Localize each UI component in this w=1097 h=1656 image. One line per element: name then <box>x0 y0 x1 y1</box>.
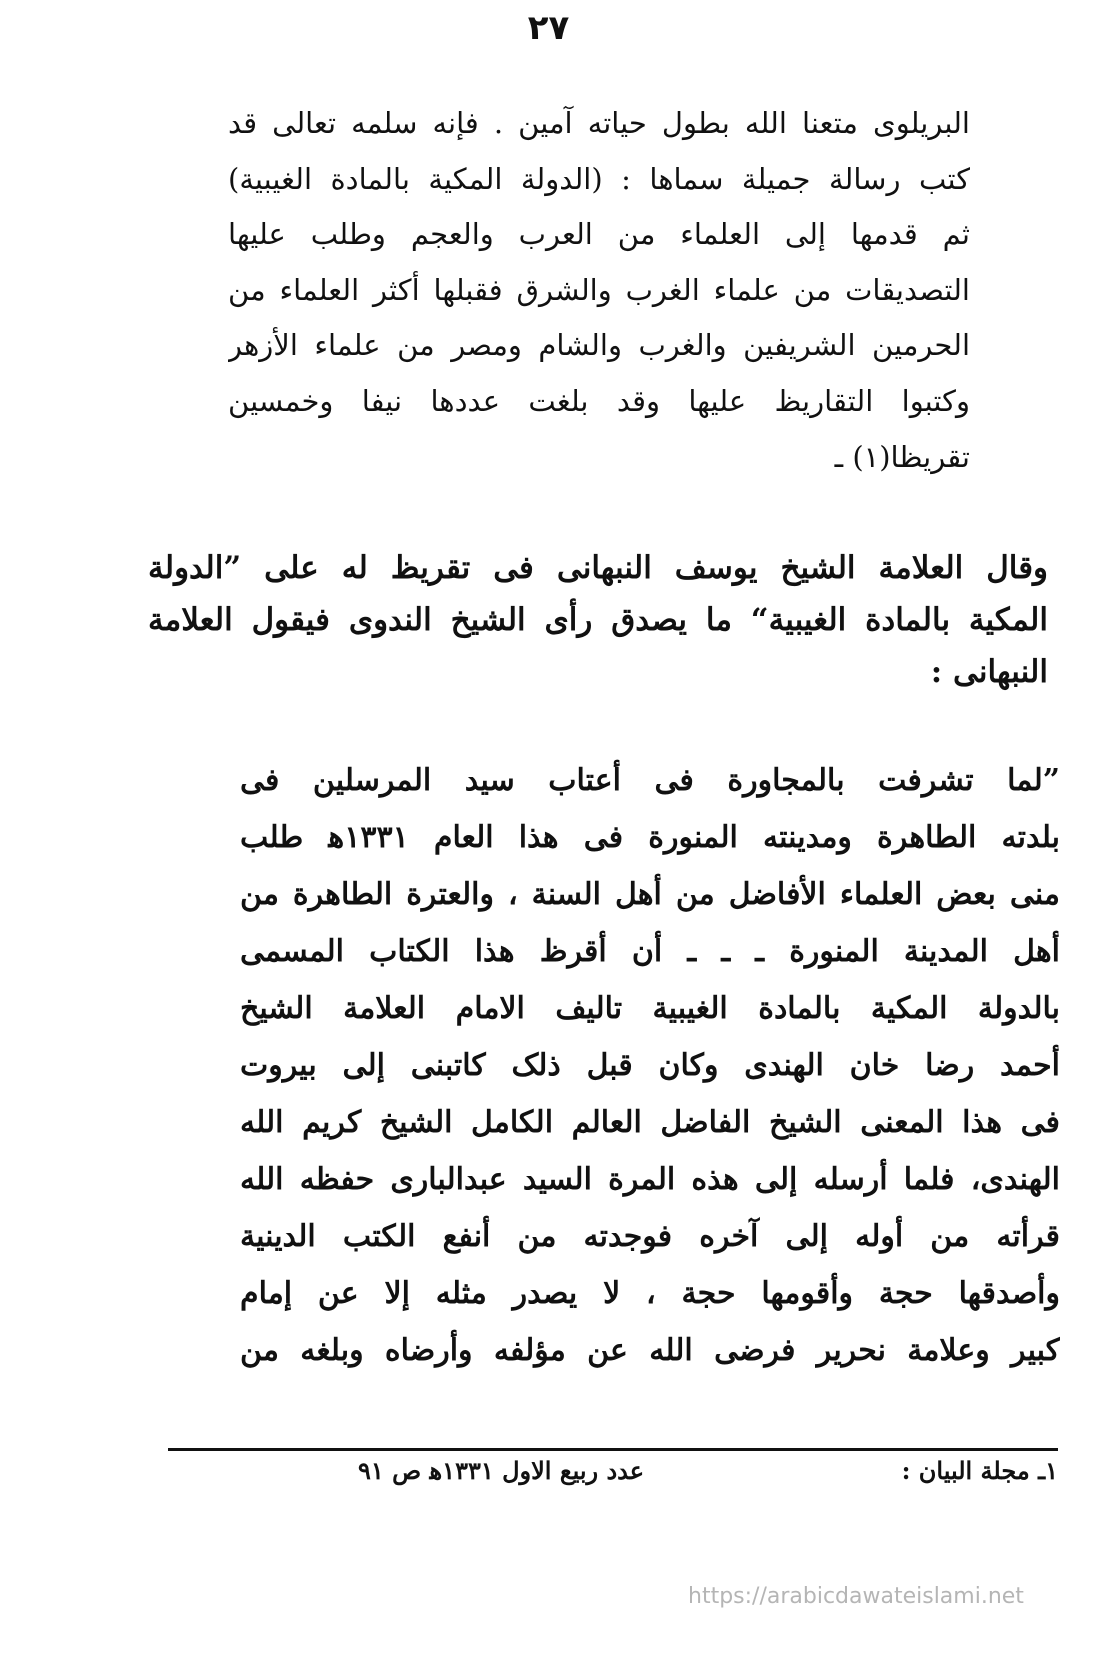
text-line: تقریظا(١) ـ <box>834 439 970 474</box>
footnote-citation: عدد ربیع الاول ١٣٣١ﻫ ص ٩١ <box>358 1456 645 1485</box>
text-line: وأصدقها حجة وأقومها حجة ، لا یصدر مثله إلا عن إمام <box>240 1276 1060 1311</box>
text-line: کتب رسالة جمیلة سماها : (الدولة المکیة بالمادة الغیبیة) <box>228 161 970 196</box>
text-line: ”لما تشرفت بالمجاورة فی أعتاب سید المرسلین فی <box>240 763 1060 798</box>
text-line: النبهانی : <box>930 654 1048 690</box>
footnote-reference: ١ـ مجلة البیان : <box>901 1456 1058 1485</box>
footnote-divider <box>168 1448 1058 1451</box>
text-line: البریلوی متعنا الله بطول حیاته آمین . فإنه سلمه تعالی قد <box>228 106 970 140</box>
footnote <box>238 1456 1058 1485</box>
text-line: فی هذا المعنی الشیخ الفاضل العالم الکامل الشیخ کریم الله <box>240 1105 1060 1140</box>
text-line: الهندی، فلما أرسله إلی هذه المرة السید عبدالباری حفظه الله <box>240 1162 1060 1197</box>
text-line: وقال العلامة الشیخ یوسف النبهانی فی تقریظ له علی ”الدولة <box>148 550 1048 586</box>
text-line: ثم قدمها إلی العلماء من العرب والعجم وطلب علیها <box>228 217 970 252</box>
text-line: بالدولة المکیة بالمادة الغیبیة تالیف الامام العلامة الشیخ <box>240 991 1060 1026</box>
quotation <box>240 752 1060 1379</box>
text-line: أهل المدینة المنورة ـ ـ ـ أن أقرظ هذا الکتاب المسمی <box>240 934 1060 969</box>
text-line: وکتبوا التقاریظ علیها وقد بلغت عددها نیفا وخمسین <box>228 383 970 418</box>
text-line: أحمد رضا خان الهندی وکان قبل ذلک کاتبنی إلی بیروت <box>240 1048 1060 1083</box>
text-line: بلدته الطاهرة ومدینته المنورة فی هذا العام ١٣٣١ﻫ طلب <box>240 820 1060 855</box>
text-line: الحرمین الشریفین والغرب والشام ومصر من علماء الأزهر <box>228 328 970 363</box>
text-line: کبیر وعلامة نحریر فرضی الله عن مؤلفه وأرضاه وبلغه من <box>240 1333 1060 1368</box>
page-number: ٢٧ <box>527 8 570 48</box>
text-line: منی بعض العلماء الأفاضل من أهل السنة ، والعترة الطاهرة من <box>240 877 1060 912</box>
watermark-url: https://arabicdawateislami.net <box>688 1584 1024 1609</box>
text-line: التصدیقات من علماء الغرب والشرق فقبلها أکثر العلماء من <box>228 272 970 307</box>
paragraph-1 <box>228 96 970 485</box>
text-line: قرأته من أوله إلی آخره فوجدته من أنفع الکتب الدینیة <box>240 1219 1060 1254</box>
text-line: المکیة بالمادة الغیبیة“ ما یصدق رأی الشیخ الندوی فیقول العلامة <box>148 602 1048 638</box>
paragraph-2 <box>148 542 1048 698</box>
